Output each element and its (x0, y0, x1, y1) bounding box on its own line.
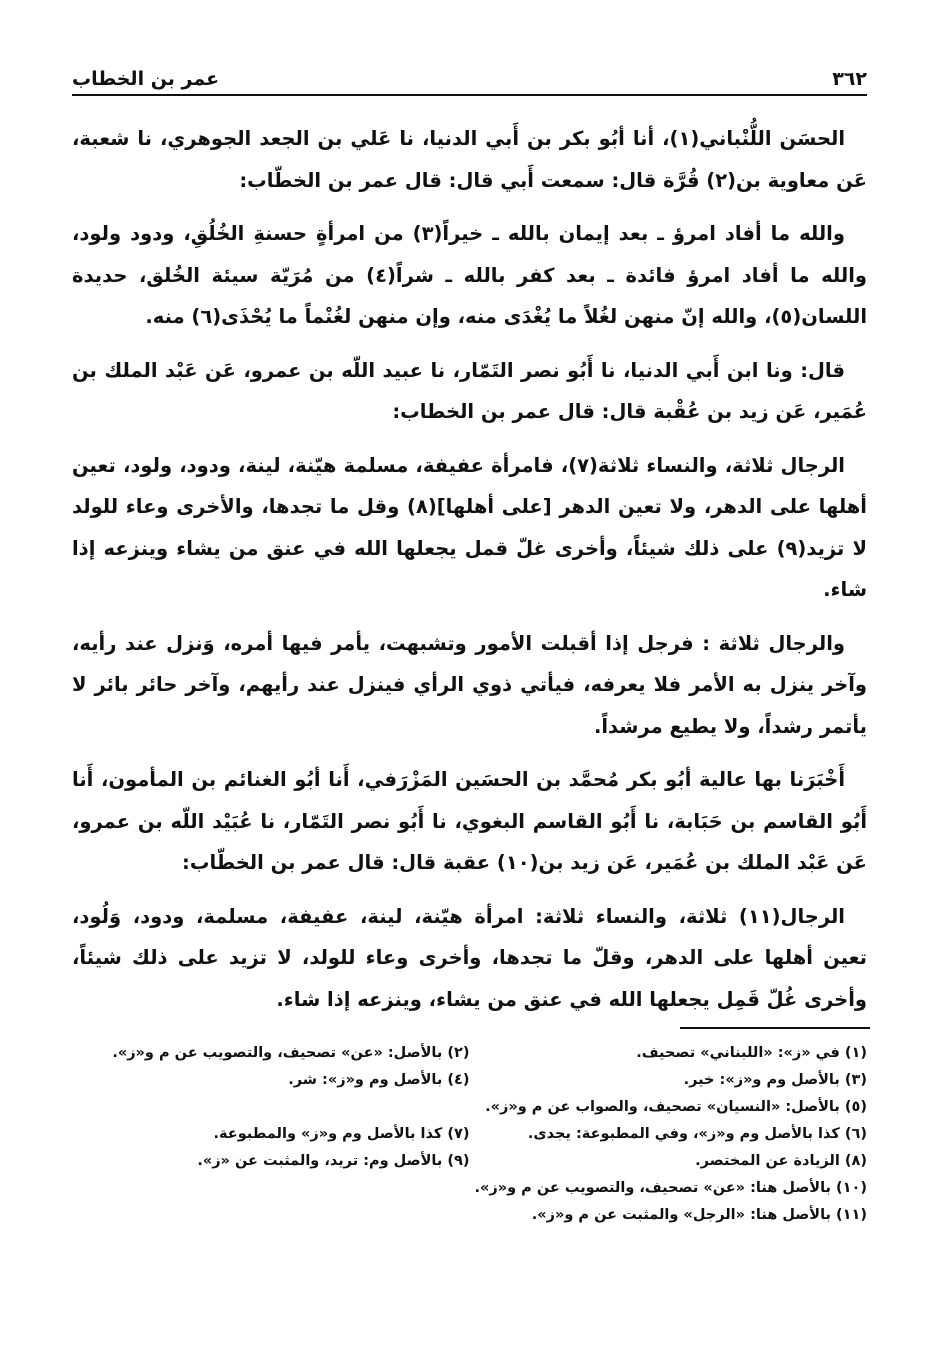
paragraph-3: قال: ونا ابن أَبي الدنيا، نا أَبُو نصر التَمّار، نا عبيد اللّه بن عمرو، عَن عَبْد الملك بن عُمَير، عَن زيد بن عُقْبة قال: قال عمر بن الخطاب: (72, 358, 867, 423)
footnote-separator (680, 1027, 870, 1029)
footnote-8: (٨) الزيادة عن المختصر. (695, 1153, 867, 1169)
footnote-3: (٣) بالأصل وم و«ز»: خير. (683, 1072, 867, 1088)
footnote-row (72, 1040, 867, 1067)
paragraph-5: والرجال ثلاثة : فرجل إذا أقبلت الأمور وتشبهت، يأمر فيها أمره، وَنزل عند رأيه، وآخر ينزل به الأمر فلا يعرفه، فيأتي ذوي الرأي فينزل عند رأيهم، وآخر حائر بائر لا يأتمر رشداً، ولا يطيع مرشداً. (72, 631, 867, 738)
footnote-6: (٦) كذا بالأصل وم و«ز»، وفي المطبوعة: يجدى. (527, 1126, 867, 1142)
paragraph-1: الحسَن اللُّنْباني(١)، أنا أبُو بكر بن أَبي الدنيا، نا عَلي بن الجعد الجوهري، نا شعبة، عَن معاوية بن(٢) قُرَّة قال: سمعت أَبي قال: قال عمر بن الخطّاب: (72, 127, 867, 192)
footnote-7: (٧) كذا بالأصل وم و«ز» والمطبوعة. (213, 1126, 470, 1142)
footnote-5: (٥) بالأصل: «النسيان» تصحيف، والصواب عن م و«ز». (485, 1099, 867, 1115)
paragraph-4: الرجال ثلاثة، والنساء ثلاثة(٧)، فامرأة عفيفة، مسلمة هيّنة، لينة، ودود، ولود، تعين أهلها على الدهر، ولا تعين الدهر [على أهلها](٨) وقل ما تجدها، والأخرى وعاء للولد لا تزيد(٩) على ذلك شيئاً، وأخرى غلّ قمل يجعلها الله في عنق من يشاء وينزعه إذا شاء. (72, 453, 867, 601)
footnote-1: (١) في «ز»: «اللبناني» تصحيف. (636, 1045, 867, 1061)
footnote-2: (٢) بالأصل: «عن» تصحيف، والتصويب عن م و«ز». (112, 1045, 470, 1061)
running-title: عمر بن الخطاب (72, 68, 220, 90)
main-text (72, 118, 867, 1032)
footnote-row (72, 1067, 867, 1094)
footnote-11: (١١) بالأصل هنا: «الرجل» والمثبت عن م و«ز». (531, 1207, 867, 1223)
footnote-9: (٩) بالأصل وم: تريد، والمثبت عن «ز». (197, 1153, 470, 1169)
paragraph-6: أَخْبَرَنا بها عالية أبُو بكر مُحمَّد بن الحسَين المَزْرَفي، أَنا أبُو الغنائم بن المأمون، أَنا أَبُو القاسم بن حَبَابة، نا أَبُو القاسم البغوي، نا أَبُو نصر التَمّار، نا عُبَيْد اللّه بن عمرو، عَن عَبْد الملك بن عُمَير، عَن زيد بن(١٠) عقبة قال: قال عمر بن الخطّاب: (72, 768, 867, 874)
footnote-4: (٤) بالأصل وم و«ز»: شر. (288, 1072, 470, 1088)
footnote-row (72, 1148, 867, 1175)
footnote-row (72, 1121, 867, 1148)
footnotes (72, 1040, 867, 1229)
footnote-10: (١٠) بالأصل هنا: «عن» تصحيف، والتصويب عن م و«ز». (474, 1180, 867, 1196)
paragraph-2: والله ما أفاد امرؤ ـ بعد إيمان بالله ـ خيراً(٣) من امرأةٍ حسنةِ الخُلُقِ، ودود ولود، والله ما أفاد امرؤ فائدة ـ بعد كفر بالله ـ شراً(٤) من مُرَيّة سيئة الخُلق، حديدة اللسان(٥)، والله إنّ منهن لغُلاً ما يُغْدَى منه، وإن منهن لغُنْماً ما يُحْذَى(٦) منه. (72, 222, 867, 328)
paragraph-7: الرجال(١١) ثلاثة، والنساء ثلاثة: امرأة هيّنة، لينة، عفيفة، مسلمة، ودود، وَلُود، تعين أهلها على الدهر، وقلّ ما تجدها، وأخرى وعاء للولد، لا تزيد على ذلك شيئاً، وأخرى غُلّ قَمِل يجعلها الله في عنق من يشاء، وينزعه إذا شاء. (72, 904, 867, 1011)
page-number: ٣٦٢ (832, 68, 867, 90)
page-header (72, 54, 867, 96)
